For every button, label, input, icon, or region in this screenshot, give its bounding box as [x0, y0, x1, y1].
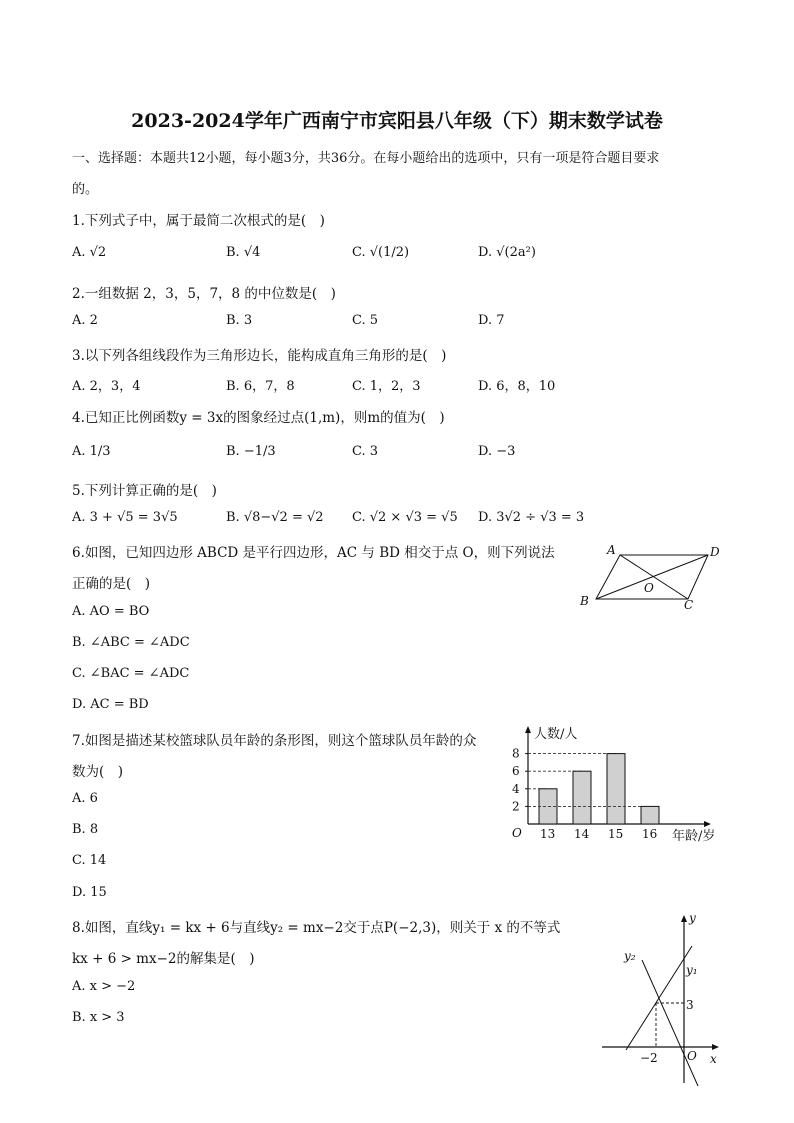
- y-axis-label: y: [689, 911, 696, 925]
- page-title: 2023-2024学年广西南宁市宾阳县八年级（下）期末数学试卷: [131, 110, 663, 132]
- q2-option-c: C. 5: [352, 313, 379, 328]
- y-axis-label: 人数/人: [534, 727, 578, 742]
- q4-option-d: D. −3: [478, 444, 516, 459]
- question-2: 2.一组数据 2，3，5，7，8 的中位数是( ): [72, 286, 336, 302]
- q2-option-b: B. 3: [226, 313, 253, 328]
- tick-y-label: 3: [686, 998, 694, 1012]
- origin-label: O: [512, 826, 522, 840]
- x-tick-label: 16: [642, 827, 658, 841]
- question-5: 5.下列计算正确的是( ): [72, 483, 217, 499]
- line-y1-label: y₁: [686, 963, 698, 977]
- vertex-a-label: A: [607, 543, 616, 557]
- question-3: 3.以下列各组线段作为三角形边长，能构成直角三角形的是( ): [72, 348, 447, 364]
- question-4: 4.已知正比例函数y = 3x的图象经过点(1,m)，则m的值为( ): [72, 410, 445, 426]
- y-tick-label: 4: [512, 781, 520, 796]
- line-y2-label: y₂: [624, 949, 636, 963]
- q8-option-a: A. x > −2: [72, 979, 136, 994]
- q8-option-b: B. x > 3: [72, 1010, 125, 1025]
- question-8-cont: kx + 6 > mx−2的解集是( ): [72, 951, 255, 967]
- section-heading-cont: 的。: [72, 182, 99, 197]
- q6-option-b: B. ∠ABC = ∠ADC: [72, 635, 190, 650]
- y-tick-label: 8: [512, 746, 520, 761]
- bar-14: [573, 771, 591, 824]
- parallelogram-figure: [576, 540, 726, 616]
- vertex-c-label: C: [684, 598, 694, 612]
- bar-16: [641, 806, 659, 824]
- x-axis-label: 年龄/岁: [672, 829, 716, 844]
- q5-option-d: D. 3√2 ÷ √3 = 3: [478, 510, 585, 525]
- tick-x-label: −2: [640, 1051, 658, 1065]
- y-tick-label: 2: [512, 799, 520, 814]
- q6-option-c: C. ∠BAC = ∠ADC: [72, 666, 190, 681]
- question-7: 7.如图是描述某校篮球队员年龄的条形图，则这个篮球队员年龄的众: [72, 733, 477, 749]
- x-tick-label: 13: [540, 827, 556, 841]
- q3-option-a: A. 2，3，4: [72, 379, 141, 394]
- vertex-b-label: B: [580, 594, 589, 608]
- q2-option-a: A. 2: [72, 313, 98, 328]
- question-6-cont: 正确的是( ): [72, 576, 151, 592]
- q6-option-d: D. AC = BD: [72, 697, 149, 712]
- q5-option-b: B. √8−√2 = √2: [226, 510, 324, 525]
- bar-15: [607, 754, 625, 824]
- x-tick-label: 15: [608, 827, 624, 841]
- q6-option-a: A. AO = BO: [72, 604, 150, 619]
- q1-option-c: C. √(1/2): [352, 245, 410, 260]
- q7-option-d: D. 15: [72, 885, 107, 900]
- x-axis-label: x: [710, 1052, 717, 1066]
- q4-option-c: C. 3: [352, 444, 379, 459]
- q3-option-b: B. 6，7，8: [226, 379, 295, 394]
- linear-functions-graph: [596, 908, 726, 1088]
- origin-label: O: [687, 1049, 697, 1063]
- q4-option-b: B. −1/3: [226, 444, 276, 459]
- q1-option-a: A. √2: [72, 245, 107, 260]
- q4-option-a: A. 1/3: [72, 444, 111, 459]
- question-1: 1.下列式子中，属于最简二次根式的是( ): [72, 213, 325, 229]
- q1-option-b: B. √4: [226, 245, 261, 260]
- q2-option-d: D. 7: [478, 313, 505, 328]
- x-tick-label: 14: [574, 827, 590, 841]
- q3-option-c: C. 1，2，3: [352, 379, 421, 394]
- q7-option-b: B. 8: [72, 822, 99, 837]
- q7-option-c: C. 14: [72, 853, 107, 868]
- question-7-cont: 数为( ): [72, 764, 124, 780]
- q5-option-a: A. 3 + √5 = 3√5: [72, 510, 178, 525]
- q5-option-c: C. √2 × √3 = √5: [352, 510, 458, 525]
- y-tick-label: 6: [512, 764, 520, 779]
- q7-option-a: A. 6: [72, 791, 98, 806]
- age-bar-chart: [506, 724, 728, 848]
- q3-option-d: D. 6，8，10: [478, 379, 556, 394]
- center-o-label: O: [644, 581, 654, 595]
- question-6: 6.如图，已知四边形 ABCD 是平行四边形，AC 与 BD 相交于点 O，则下列说法: [72, 545, 555, 561]
- q1-option-d: D. √(2a²): [478, 245, 536, 260]
- vertex-d-label: D: [710, 545, 720, 559]
- section-heading: 一、选择题：本题共12小题，每小题3分，共36分。在每小题给出的选项中，只有一项是符合题目要求: [72, 151, 660, 166]
- question-8: 8.如图，直线y₁ = kx + 6与直线y₂ = mx−2交于点P(−2,3)，则关于 x 的不等式: [72, 920, 561, 936]
